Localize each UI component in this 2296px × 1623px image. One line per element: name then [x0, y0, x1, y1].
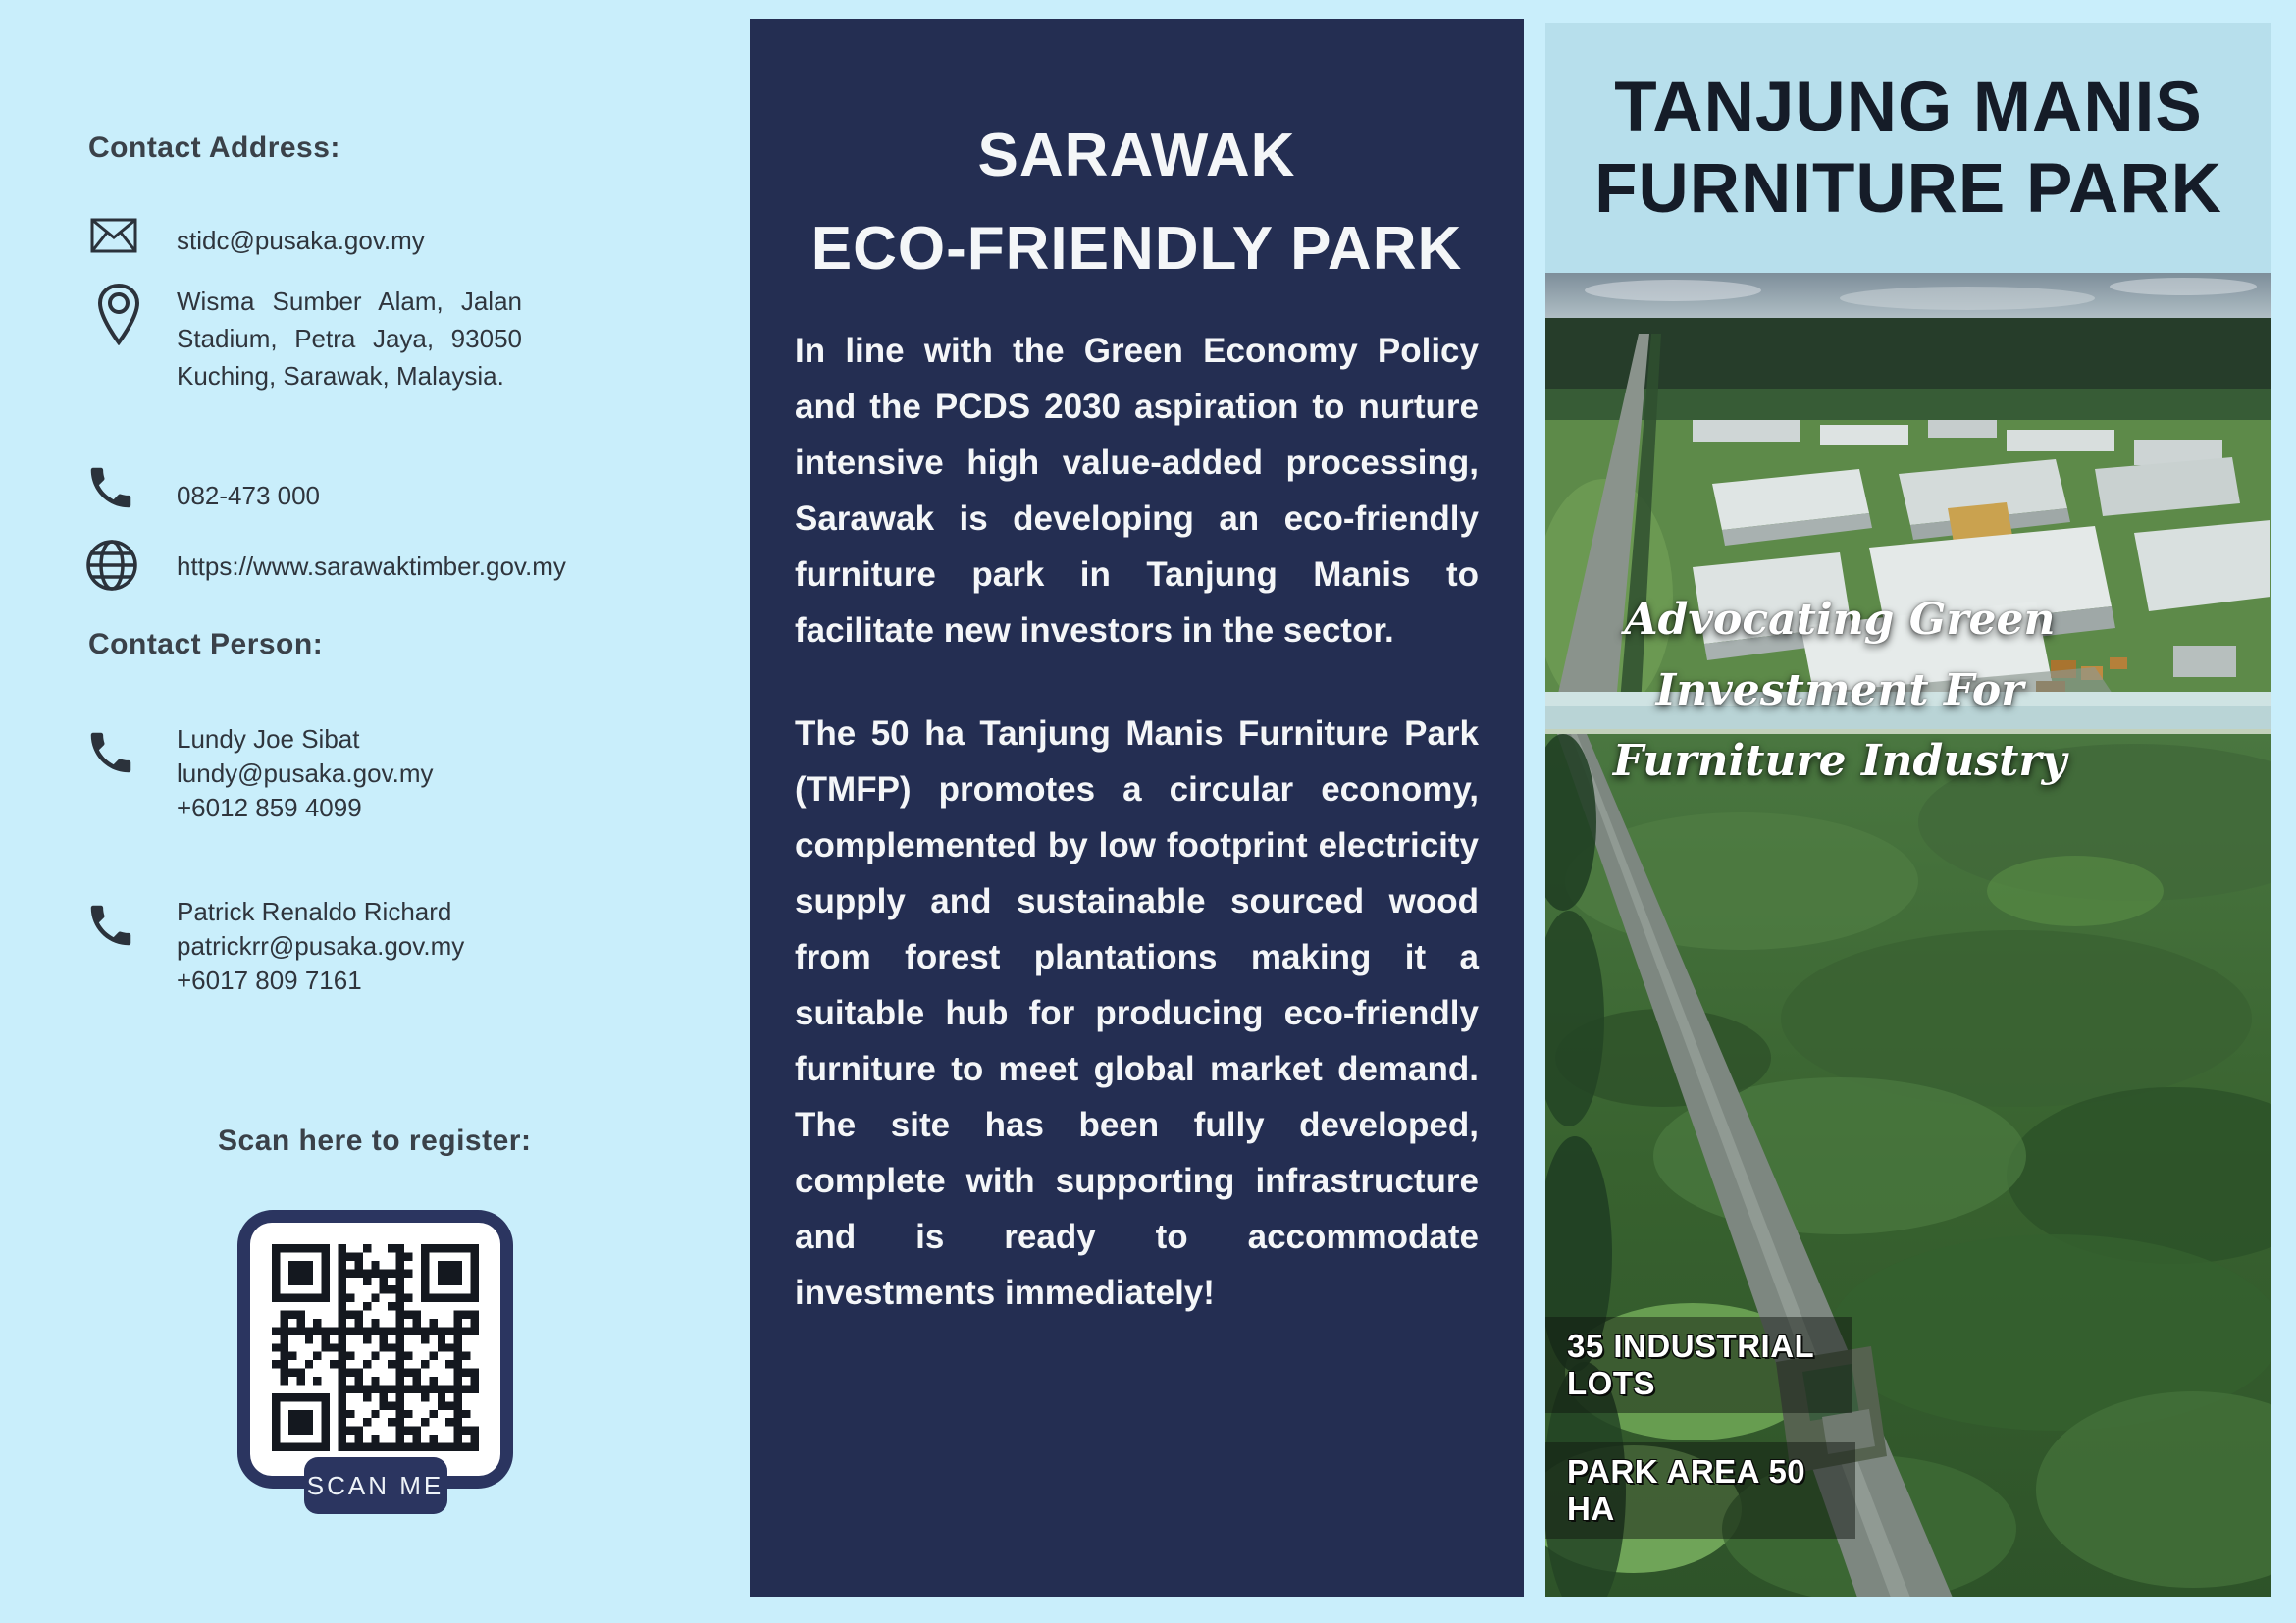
scan-me-label: SCAN ME: [304, 1457, 447, 1514]
contact-address-heading: Contact Address:: [88, 131, 340, 164]
contact-address: Wisma Sumber Alam, Jalan Stadium, Petra Jaya, 93050 Kuching, Sarawak, Malaysia.: [177, 287, 522, 391]
contact-person-heading: Contact Person:: [88, 628, 324, 660]
qr-code: [250, 1223, 500, 1476]
contact-phone: 082-473 000: [177, 481, 321, 510]
industrial-lots-badge: 35 INDUSTRIAL LOTS: [1545, 1317, 1852, 1413]
park-area-badge: PARK AREA 50 HA: [1545, 1442, 1855, 1539]
photo-caption-line2: Furniture Industry: [1612, 736, 2067, 786]
contact-email[interactable]: stidc@pusaka.gov.my: [177, 226, 425, 255]
person-phone: +6012 859 4099: [177, 793, 362, 822]
person-phone: +6017 809 7161: [177, 966, 362, 995]
scan-register-heading: Scan here to register:: [218, 1125, 532, 1157]
envelope-icon: [90, 218, 137, 253]
map-pin-icon: [96, 283, 141, 345]
person-email[interactable]: patrickrr@pusaka.gov.my: [177, 931, 465, 961]
person-name: Lundy Joe Sibat: [177, 724, 360, 754]
person-name: Patrick Renaldo Richard: [177, 897, 452, 926]
globe-icon: [84, 538, 139, 593]
park-title: [1545, 23, 2271, 273]
park-title-line1: TANJUNG MANIS: [1614, 68, 2203, 146]
contact-website[interactable]: https://www.sarawaktimber.gov.my: [177, 551, 566, 581]
cover-panel: [1545, 23, 2271, 1597]
contact-panel: [0, 0, 750, 1623]
eco-park-title: [750, 109, 1524, 295]
eco-park-title-line2: ECO-FRIENDLY PARK: [810, 215, 1463, 283]
eco-park-panel: [750, 19, 1524, 1597]
eco-park-paragraph-1: In line with the Green Economy Policy and the PCDS 2030 aspiration to nurture intensive high value-added processing, Sarawak is developing an eco-friendly furniture park in Tanjung Manis to facilitate new investors in the sector.: [795, 332, 1479, 650]
contact-person-2: [177, 895, 464, 998]
aerial-photo: [1545, 273, 2271, 1597]
eco-park-title-line1: SARAWAK: [977, 122, 1296, 189]
person-email[interactable]: lundy@pusaka.gov.my: [177, 759, 434, 788]
phone-icon: [84, 899, 137, 952]
qr-code-frame: [237, 1210, 513, 1500]
phone-icon: [84, 726, 137, 779]
park-title-line2: FURNITURE PARK: [1594, 149, 2222, 228]
photo-caption: [1545, 585, 2134, 797]
photo-caption-line1: Advocating Green Investment For: [1624, 595, 2056, 715]
contact-person-1: [177, 722, 434, 825]
eco-park-paragraph-2: The 50 ha Tanjung Manis Furniture Park (TMFP) promotes a circular economy, complemented by low footprint electricity supply and sustainable sourced wood from forest plantations making it a suitable hub for producing eco-friendly furniture to meet global market demand. The site has been fully developed, complete with supporting infrastructure and is ready to accommodate investments immediately!: [795, 714, 1479, 1312]
phone-icon: [84, 461, 137, 514]
